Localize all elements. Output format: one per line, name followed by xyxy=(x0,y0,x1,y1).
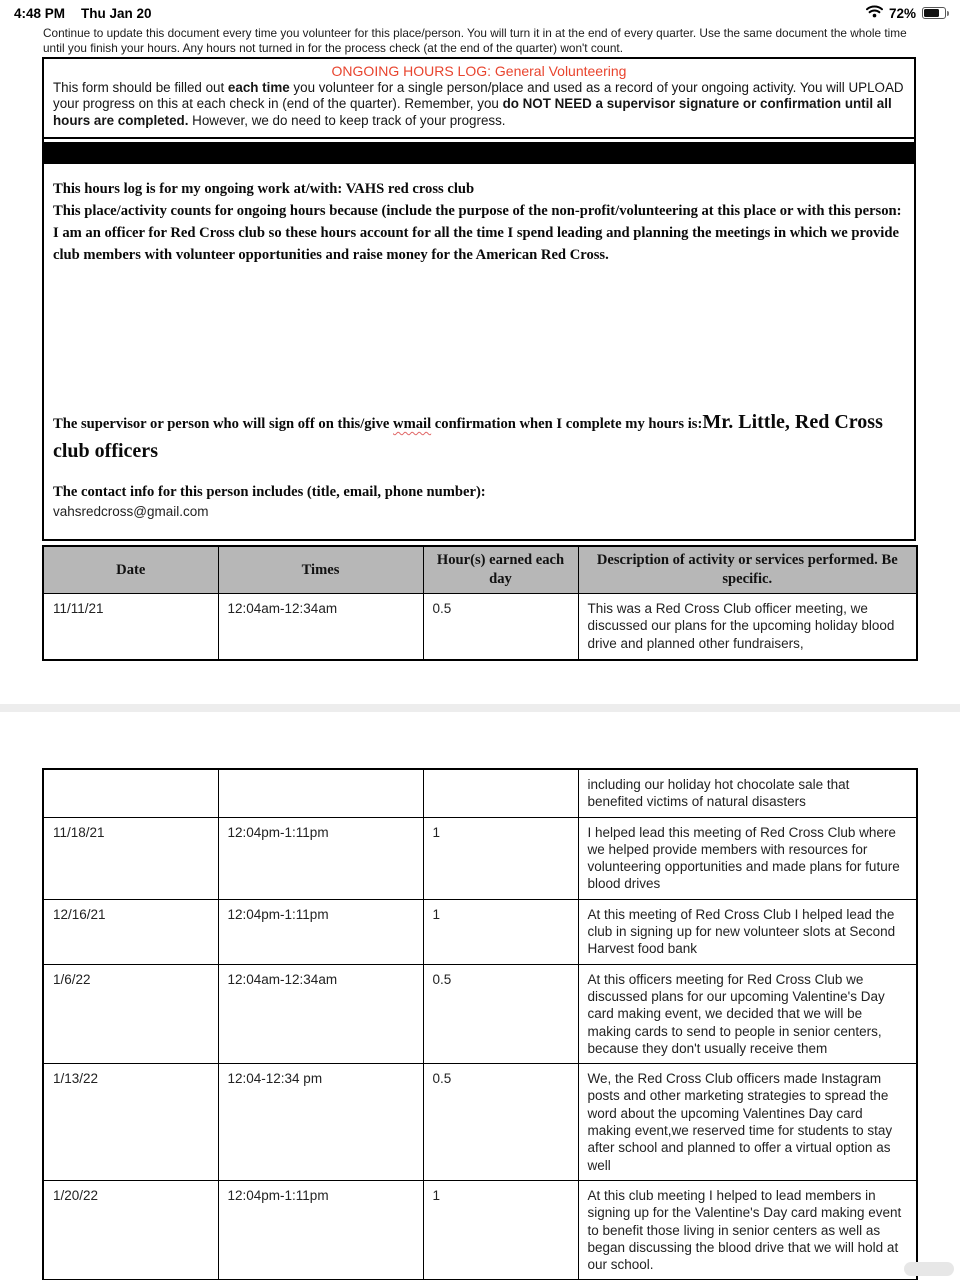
battery-percent: 72% xyxy=(888,5,916,21)
cell-description: We, the Red Cross Club officers made Instagram posts and other marketing strategies to spread the word about the upcoming Valentines Day card making event,we reserved time for students to stay after school and planned to offer a virtual option as well xyxy=(578,1064,917,1181)
status-bar xyxy=(0,0,960,24)
cell-date: 11/18/21 xyxy=(43,817,218,899)
form-body-section xyxy=(44,164,914,520)
cell-hours: 1 xyxy=(423,817,578,899)
misspelled-word: wmail xyxy=(393,416,432,432)
cell-date: 1/20/22 xyxy=(43,1180,218,1280)
cell-date: 1/13/22 xyxy=(43,1064,218,1181)
table-row xyxy=(43,769,917,817)
cell-times: 12:04am-12:34am xyxy=(218,964,423,1063)
header-description: Description of activity or services performed. Be specific. xyxy=(578,546,917,594)
work-at-line: This hours log is for my ongoing work at/with: VAHS red cross club xyxy=(53,181,475,197)
purpose-line: This place/activity counts for ongoing hours because (include the purpose of the non-profit/volunteering at this place or with this person: I am an officer for Red Cross club so these hours account for all the time I spend leading and planning the meetings in which we provide club members with volunteer opportunities and raise money for the American Red Cross. xyxy=(53,203,902,263)
cell-description: At this meeting of Red Cross Club I helped lead the club in signing up for new volunteer slots at Second Harvest food bank xyxy=(578,899,917,964)
clock-date: Thu Jan 20 xyxy=(81,5,152,21)
cell-hours: 0.5 xyxy=(423,964,578,1063)
header-times: Times xyxy=(218,546,423,594)
table-row xyxy=(43,594,917,660)
supervisor-name: Mr. Little, Red Cross club officers xyxy=(53,411,883,462)
header-hours: Hour(s) earned each day xyxy=(423,546,578,594)
contact-email: vahsredcross@gmail.com xyxy=(53,504,209,519)
cell-times: 12:04pm-1:11pm xyxy=(218,899,423,964)
cell-times xyxy=(218,769,423,817)
clock-time: 4:48 PM xyxy=(14,5,66,21)
cell-hours xyxy=(423,769,578,817)
supervisor-line: The supervisor or person who will sign off on this/give wmail confirmation when I complete my hours is:Mr. Little, Red Cross club officers xyxy=(53,411,883,462)
cell-description: including our holiday hot chocolate sale that benefited victims of natural disasters xyxy=(578,769,917,817)
cell-description: At this club meeting I helped to lead members in signing up for the Valentine's Day card making event to benefit those living in senior centers as well as began discussing the blood drive that we will hold at our school. xyxy=(578,1180,917,1280)
cell-hours: 0.5 xyxy=(423,594,578,660)
cell-date: 12/16/21 xyxy=(43,899,218,964)
table-row xyxy=(43,1180,917,1280)
header-date: Date xyxy=(43,546,218,594)
contact-info-label: The contact info for this person includes (title, email, phone number): xyxy=(53,484,486,500)
form-intro-paragraph: This form should be filled out each time you volunteer for a single person/place and used as a record of your ongoing activity. You will UPLOAD your progress on this at each check in (end of the quarter). Remember, you do NOT NEED a supervisor signature or confirmation until all hours are completed. However, we do need to keep track of your progress. xyxy=(53,80,904,128)
hours-log-form xyxy=(42,57,916,541)
hours-table-page1 xyxy=(42,545,918,661)
table-row xyxy=(43,964,917,1063)
form-intro-section xyxy=(44,59,914,139)
top-instruction-note: Continue to update this document every time you volunteer for this place/person. You will turn it in at the end of every quarter. Use the same document the whole time until you finish your hours. Any hours not turned in for the process check (at the end of the quarter) won't count. xyxy=(43,26,907,55)
cell-hours: 0.5 xyxy=(423,1064,578,1181)
cell-hours: 1 xyxy=(423,1180,578,1280)
scroll-indicator[interactable] xyxy=(904,1262,954,1276)
wifi-icon xyxy=(866,5,883,21)
cell-date: 1/6/22 xyxy=(43,964,218,1063)
cell-times: 12:04am-12:34am xyxy=(218,594,423,660)
cell-times: 12:04pm-1:11pm xyxy=(218,817,423,899)
table-row xyxy=(43,817,917,899)
table-header-row xyxy=(43,546,917,594)
cell-hours: 1 xyxy=(423,899,578,964)
form-title: ONGOING HOURS LOG: General Volunteering xyxy=(331,63,627,79)
cell-date xyxy=(43,769,218,817)
cell-description: I helped lead this meeting of Red Cross Club where we helped provide members with resources for volunteering opportunities and made plans for future blood drives xyxy=(578,817,917,899)
cell-times: 12:04-12:34 pm xyxy=(218,1064,423,1181)
cell-times: 12:04pm-1:11pm xyxy=(218,1180,423,1280)
cell-description: This was a Red Cross Club officer meeting, we discussed our plans for the upcoming holiday blood drive and planned other fundraisers, xyxy=(578,594,917,660)
cell-date: 11/11/21 xyxy=(43,594,218,660)
hours-table-page2 xyxy=(42,768,918,1280)
table-row xyxy=(43,899,917,964)
cell-description: At this officers meeting for Red Cross Club we discussed plans for our upcoming Valentine's Day card making event, we decided that we will be making cards to send to people in senior centers, because they don't usually receive them xyxy=(578,964,917,1063)
page-break-divider xyxy=(0,704,960,712)
redacted-black-bar xyxy=(44,142,914,164)
battery-icon xyxy=(922,7,946,19)
table-row xyxy=(43,1064,917,1181)
